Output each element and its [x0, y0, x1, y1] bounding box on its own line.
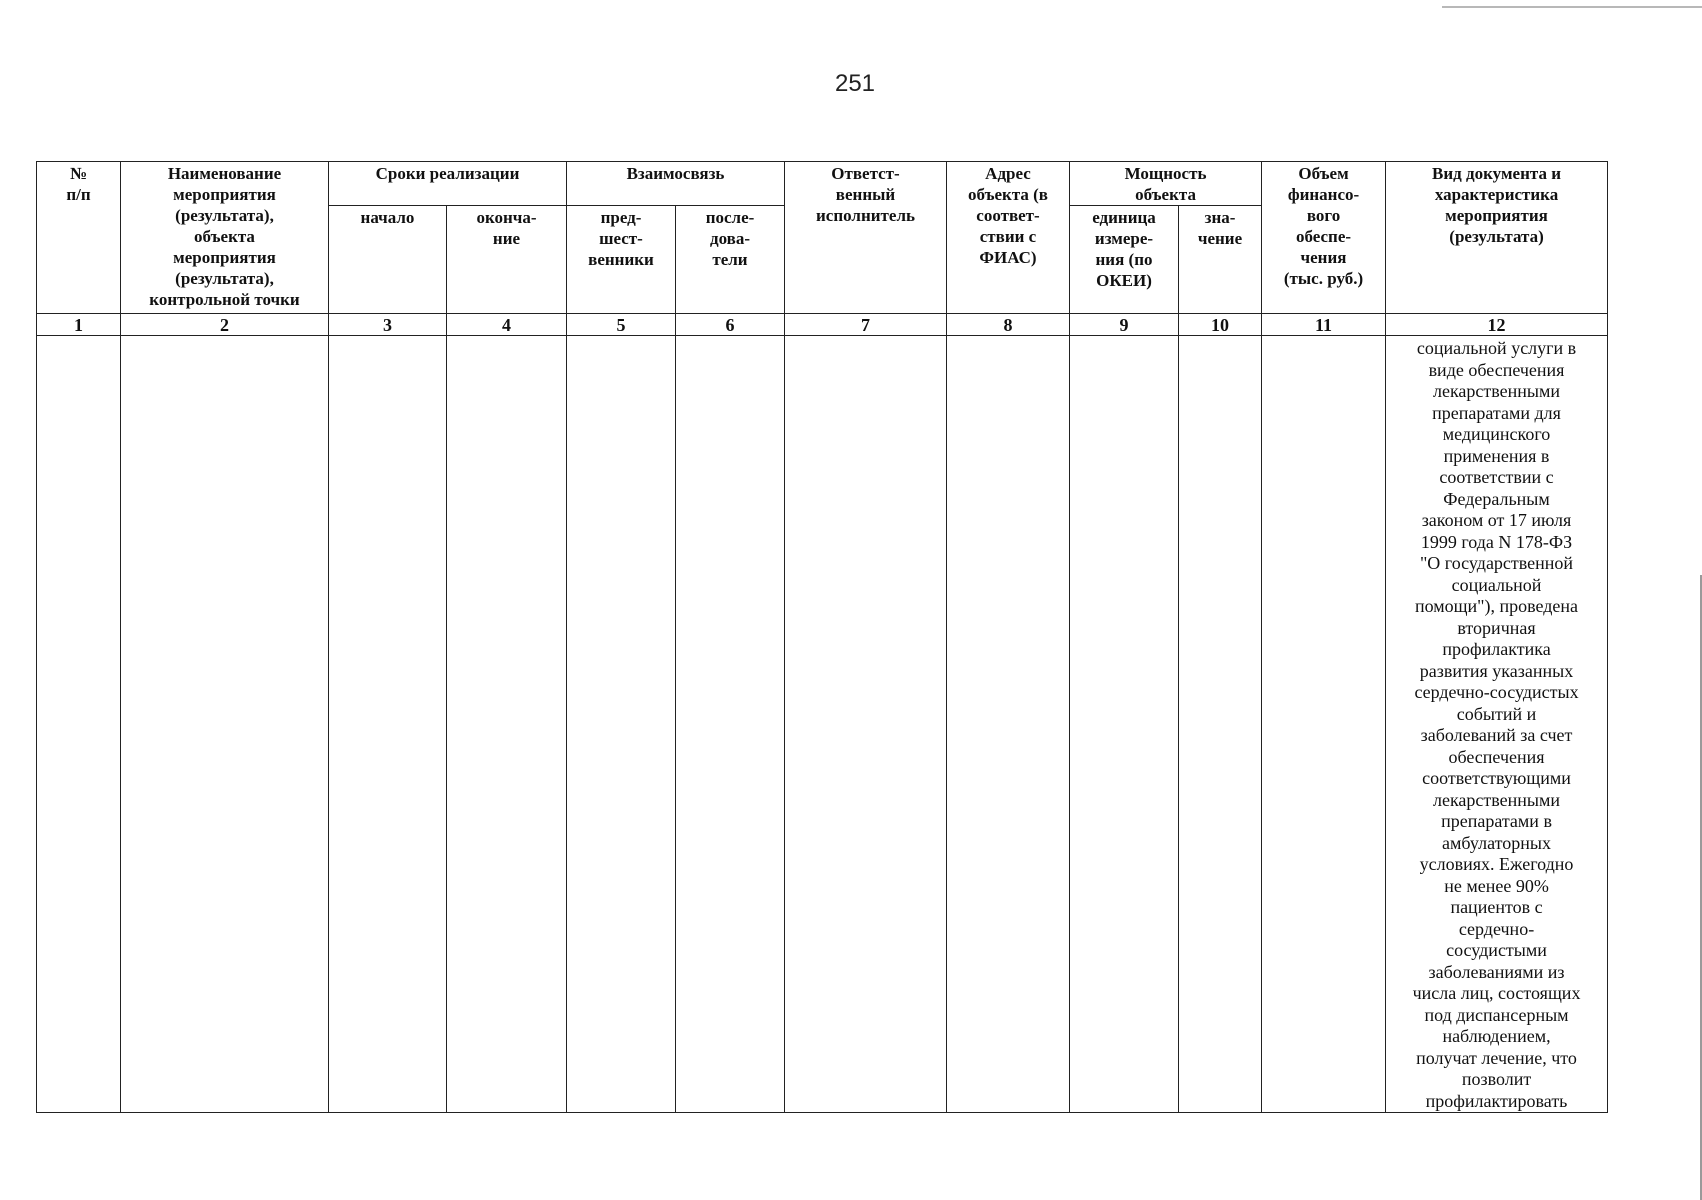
header-relation-succ: после- дова- тели	[676, 206, 785, 314]
column-number: 4	[447, 314, 567, 336]
header-row-top	[37, 162, 1608, 206]
column-number: 2	[121, 314, 329, 336]
header-doc-type: Вид документа и характеристика мероприятия (результата)	[1386, 162, 1608, 314]
column-number: 8	[947, 314, 1070, 336]
column-number: 11	[1262, 314, 1386, 336]
cell-doc-description	[1386, 336, 1608, 1113]
cell-num	[37, 336, 121, 1113]
header-responsible: Ответст- венный исполнитель	[785, 162, 947, 314]
cell-name	[121, 336, 329, 1113]
cell-responsible	[785, 336, 947, 1113]
column-number: 6	[676, 314, 785, 336]
header-name: Наименование мероприятия (результата), объекта мероприятия (результата), контрольной точки	[121, 162, 329, 314]
header-address: Адрес объекта (в соответ- ствии с ФИАС)	[947, 162, 1070, 314]
column-number: 1	[37, 314, 121, 336]
cell-capacity-value	[1179, 336, 1262, 1113]
header-terms-end: оконча- ние	[447, 206, 567, 314]
header-relation: Взаимосвязь	[567, 162, 785, 206]
cell-address	[947, 336, 1070, 1113]
header-capacity-unit: единица измере- ния (по ОКЕИ)	[1070, 206, 1179, 314]
page-number: 251	[834, 70, 876, 97]
cell-predecessors	[567, 336, 676, 1113]
cell-start	[329, 336, 447, 1113]
column-number: 3	[329, 314, 447, 336]
header-terms: Сроки реализации	[329, 162, 567, 206]
table-row	[37, 336, 1608, 1113]
header-capacity-value: зна- чение	[1179, 206, 1262, 314]
column-number-row	[37, 314, 1608, 336]
column-number: 10	[1179, 314, 1262, 336]
column-number: 7	[785, 314, 947, 336]
header-finance: Объем финансо- вого обеспе- чения (тыс. руб.)	[1262, 162, 1386, 314]
column-number: 5	[567, 314, 676, 336]
scan-edge-line-top	[1442, 6, 1702, 8]
cell-finance	[1262, 336, 1386, 1113]
column-number: 9	[1070, 314, 1179, 336]
header-terms-start: начало	[329, 206, 447, 314]
doc-description-text: социальной услуги в виде обеспечения лекарственными препаратами для медицинского применения в соответствии с Федеральным законом от 17 июля 1999 года N 178-ФЗ "О государственной социальной помощи"), проведена вторичная профилактика развития указанных сердечно-сосудистых событий и заболеваний за счет обеспечения соответствующими лекарственными препаратами в амбулаторных условиях. Ежегодно не менее 90% пациентов с сердечно- сосудистыми заболеваниями из числа лиц, состоящих под диспансерным наблюдением, получат лечение, что позволит профилактировать	[1412, 338, 1581, 1111]
column-number: 12	[1386, 314, 1608, 336]
header-relation-pred: пред- шест- венники	[567, 206, 676, 314]
activity-table	[36, 161, 1608, 1113]
cell-end	[447, 336, 567, 1113]
cell-capacity-unit	[1070, 336, 1179, 1113]
header-num: № п/п	[37, 162, 121, 314]
cell-successors	[676, 336, 785, 1113]
header-capacity: Мощность объекта	[1070, 162, 1262, 206]
